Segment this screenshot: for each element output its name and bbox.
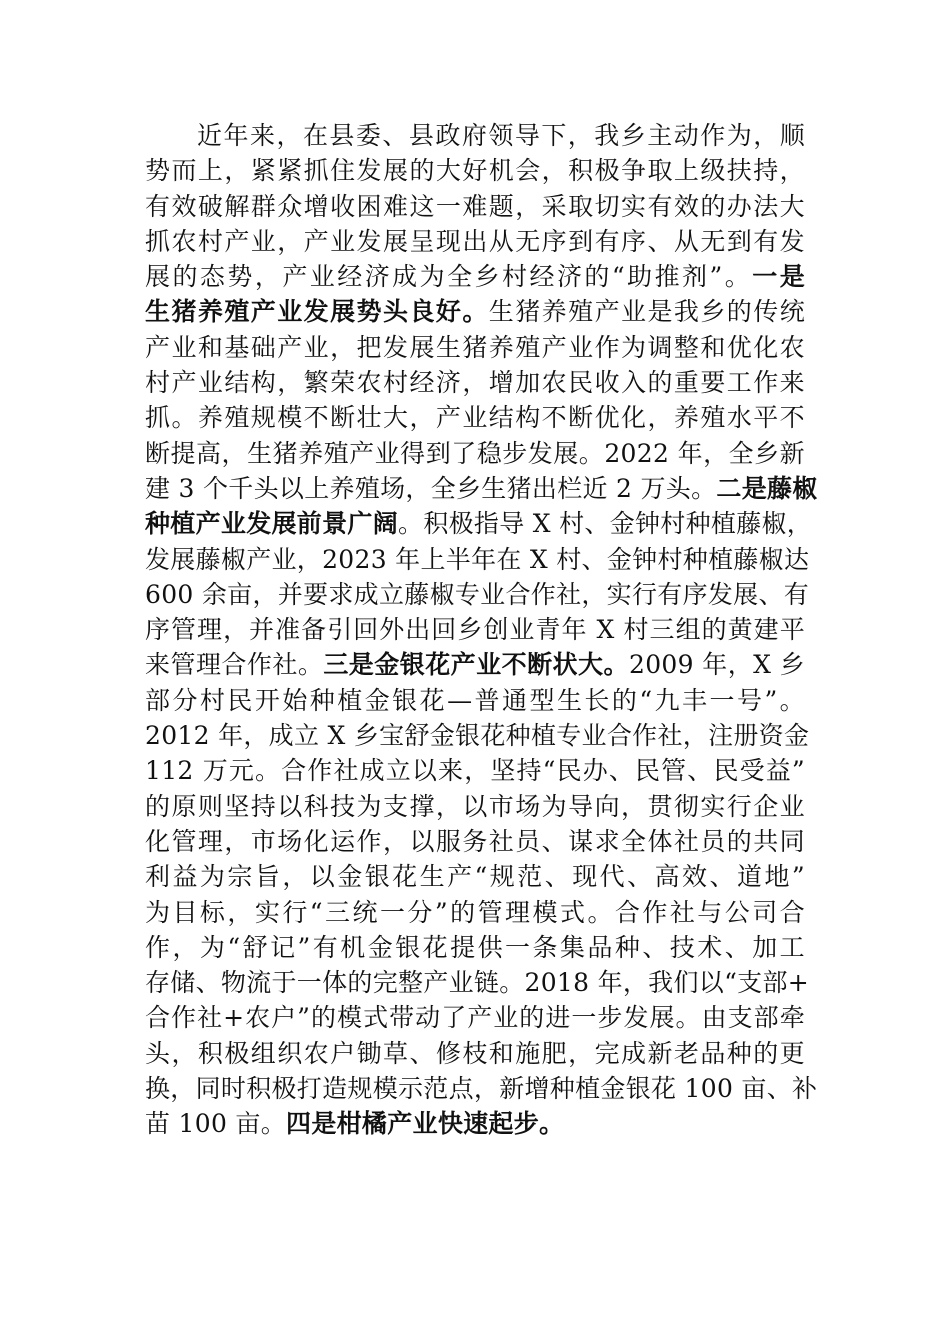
text-run: 建 3 个千头以上养殖场，全乡生猪出栏近 2 万头。 [145,473,717,503]
text-run: 600 余亩，并要求成立藤椒专业合作社，实行有序发展、有 [145,579,810,609]
text-line [145,400,805,435]
text-line [145,965,809,1000]
text-run: 村产业结构，繁荣农村经济，增加农民收入的重要工作来 [145,368,805,398]
text-run: 合作社+农户”的模式带动了产业的进一步发展。由支部牵 [145,1003,805,1033]
text-run: 的原则坚持以科技为支撑，以市场为导向，贯彻实行企业 [145,791,805,821]
text-run: 产业和基础产业，把发展生猪养殖产业作为调整和优化农 [145,332,805,362]
text-run: 利益为宗旨，以金银花生产“规范、现代、高效、道地” [145,862,805,892]
text-run: 存储、物流于一体的完整产业链。2018 年，我们以“支部+ [145,968,809,998]
text-line [145,294,805,329]
bold-heading-run: 二是藤椒 [716,473,818,503]
text-line [145,859,805,894]
text-run: 展的态势，产业经济成为全乡村经济的“助推剂”。 [145,262,753,292]
text-line [145,753,805,788]
body-paragraph [145,118,818,1142]
text-run: 断提高，生猪养殖产业得到了稳步发展。2022 年，全乡新 [145,438,805,468]
text-line [145,824,805,859]
text-run: 抓农村产业，产业发展呈现出从无序到有序、从无到有发 [145,226,805,256]
text-run: 来管理合作社。 [145,650,324,680]
text-line [145,365,805,400]
text-run: 112 万元。合作社成立以来，坚持“民办、民管、民受益” [145,756,805,786]
text-line [145,1071,818,1106]
text-run: 序管理，并准备引回外出回乡创业青年 X 村三组的黄建平 [145,615,805,645]
text-run: 发展藤椒产业，2023 年上半年在 X 村、金钟村种植藤椒达 [145,544,810,574]
text-run: 。积极指导 X 村、金钟村种植藤椒， [398,509,813,539]
text-run: 有效破解群众增收困难这一难题，采取切实有效的办法大 [145,191,805,221]
text-line [145,153,805,188]
text-line [145,1000,805,1035]
text-line [145,506,813,541]
text-run: 头，积极组织农户锄草、修枝和施肥，完成新老品种的更 [145,1038,805,1068]
text-line [145,471,818,506]
text-line [145,259,805,294]
text-run: 化管理，市场化运作，以服务社员、谋求全体社员的共同 [145,826,805,856]
text-line [145,612,805,647]
text-line [145,542,810,577]
text-run: 为目标，实行“三统一分”的管理模式。合作社与公司合 [145,897,805,927]
text-line [145,683,805,718]
text-run: 作，为“舒记”有机金银花提供一条集品种、技术、加工 [145,932,805,962]
bold-heading-run: 种植产业发展前景广阔 [145,509,399,539]
text-run: 2009 年，X 乡 [628,650,805,680]
text-line [145,118,805,153]
text-line [145,1106,805,1141]
text-line [145,189,805,224]
text-line [145,577,810,612]
text-run: 换，同时积极打造规模示范点，新增种植金银花 100 亩、补 [145,1074,818,1104]
text-line [145,895,805,930]
bold-heading-run: 一是 [752,262,805,292]
text-line [145,436,805,471]
text-line [145,1036,805,1071]
text-run: 2012 年，成立 X 乡宝舒金银花种植专业合作社，注册资金 [145,721,810,751]
bold-heading-run: 四是柑橘产业快速起步。 [286,1109,565,1139]
text-run: 部分村民开始种植金银花—普通型生长的“九丰一号”。 [145,685,805,715]
text-line [145,330,805,365]
text-line [145,930,805,965]
text-line [145,789,805,824]
bold-heading-run: 三是金银花产业不断状大。 [323,650,629,680]
text-run: 近年来，在县委、县政府领导下，我乡主动作为，顺 [197,121,805,150]
text-line [145,718,810,753]
text-run: 生猪养殖产业是我乡的传统 [488,297,805,327]
bold-heading-run: 生猪养殖产业发展势头良好。 [145,297,489,327]
text-line [145,647,805,682]
text-run: 势而上，紧紧抓住发展的大好机会，积极争取上级扶持， [145,156,805,186]
text-line [145,224,805,259]
text-run: 苗 100 亩。 [145,1109,287,1139]
text-run: 抓。养殖规模不断壮大，产业结构不断优化，养殖水平不 [145,403,805,433]
